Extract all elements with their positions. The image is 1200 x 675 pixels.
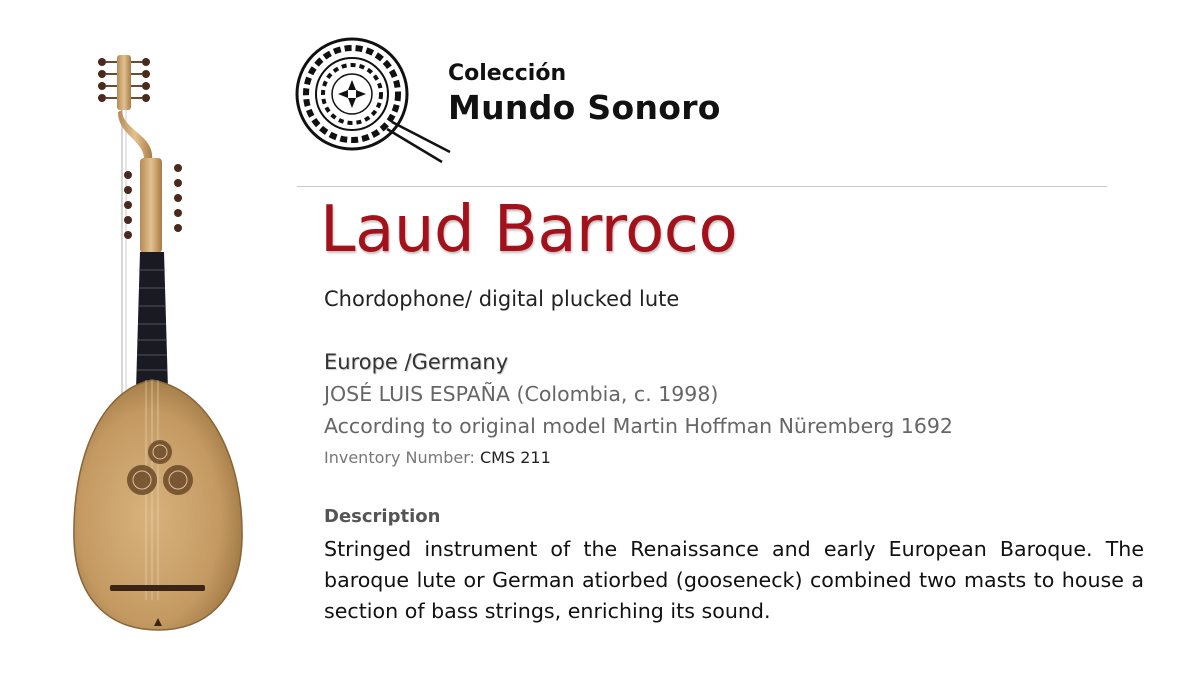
mundo-sonoro-logo-icon — [292, 34, 457, 169]
inventory-number: CMS 211 — [479, 448, 551, 467]
inventory-line — [324, 448, 551, 467]
origin-text: Europe /Germany — [324, 350, 509, 374]
header-divider — [297, 186, 1107, 187]
inventory-label: Inventory Number: — [324, 448, 475, 467]
description-heading: Description — [324, 506, 441, 527]
maker-text: JOSÉ LUIS ESPAÑA (Colombia, c. 1998) — [324, 382, 719, 406]
classification-text: Chordophone/ digital plucked lute — [324, 287, 680, 311]
brand-wordmark — [448, 60, 721, 128]
lute-illustration — [60, 40, 280, 640]
brand-big-text: Mundo Sonoro — [448, 88, 721, 127]
model-text: According to original model Martin Hoffman Nüremberg 1692 — [324, 414, 953, 438]
instrument-title: Laud Barroco — [320, 193, 738, 267]
description-text: Stringed instrument of the Renaissance and early European Baroque. The baroque lute or German atiorbed (gooseneck) combined two masts to house a section of bass strings, enriching its sound. — [324, 537, 1144, 623]
brand-small-text: Colección — [448, 61, 567, 86]
